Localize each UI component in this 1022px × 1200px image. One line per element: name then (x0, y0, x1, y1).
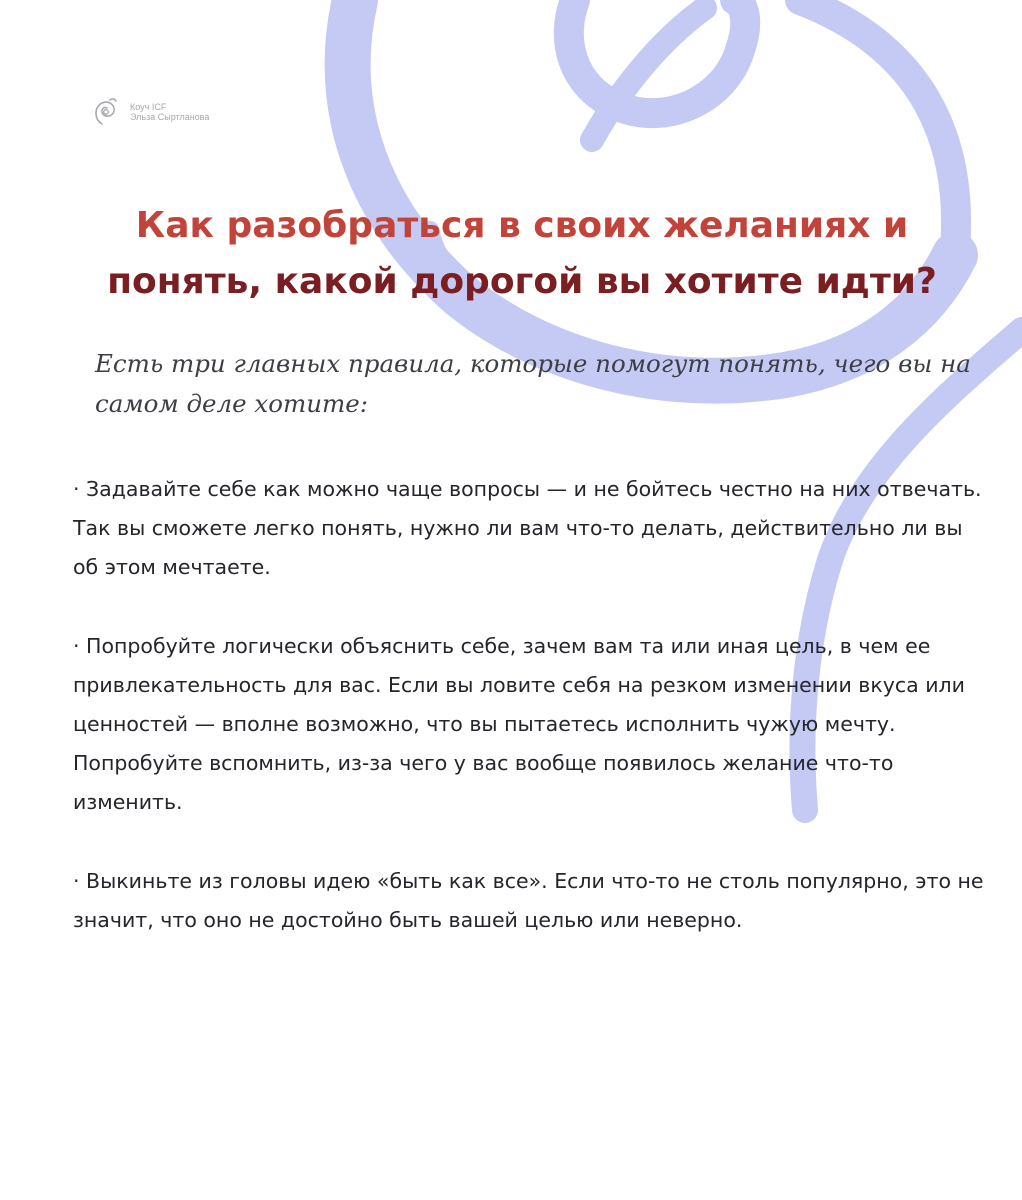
logo-text (130, 102, 209, 122)
title-line-1: Как разобраться в своих желаниях и (135, 205, 909, 246)
logo-line-1: Коуч ICF (130, 102, 167, 112)
page-title (60, 198, 984, 310)
logo (90, 97, 209, 127)
rule-item-2: · Попробуйте логически объяснить себе, зачем вам та или иная цель, в чем ее привлекательность для вас. Если вы ловите себя на резком изменении вкуса или ценностей — вполне возможно, что вы пытаетесь исполнить чужую мечту. Попробуйте вспомнить, из-за чего у вас вообще появилось желание что-то изменить. (73, 634, 965, 814)
rules-list (73, 470, 993, 980)
intro-text: Есть три главных правила, которые помогут понять, чего вы на самом деле хотите: (95, 349, 971, 418)
rule-item-1: · Задавайте себе как можно чаще вопросы — и не бойтесь честно на них отвечать. Так вы сможете легко понять, нужно ли вам что-то делать, действительно ли вы об этом мечтаете. (73, 477, 982, 579)
logo-line-2: Эльза Сыртланова (130, 112, 210, 122)
rule-item-3: · Выкиньте из головы идею «быть как все». Если что-то не столь популярно, это не значит, что оно не достойно быть вашей целью или неверно. (73, 869, 984, 932)
logo-swirl-icon (90, 97, 122, 127)
title-line-2: понять, какой дорогой вы хотите идти? (107, 261, 937, 302)
